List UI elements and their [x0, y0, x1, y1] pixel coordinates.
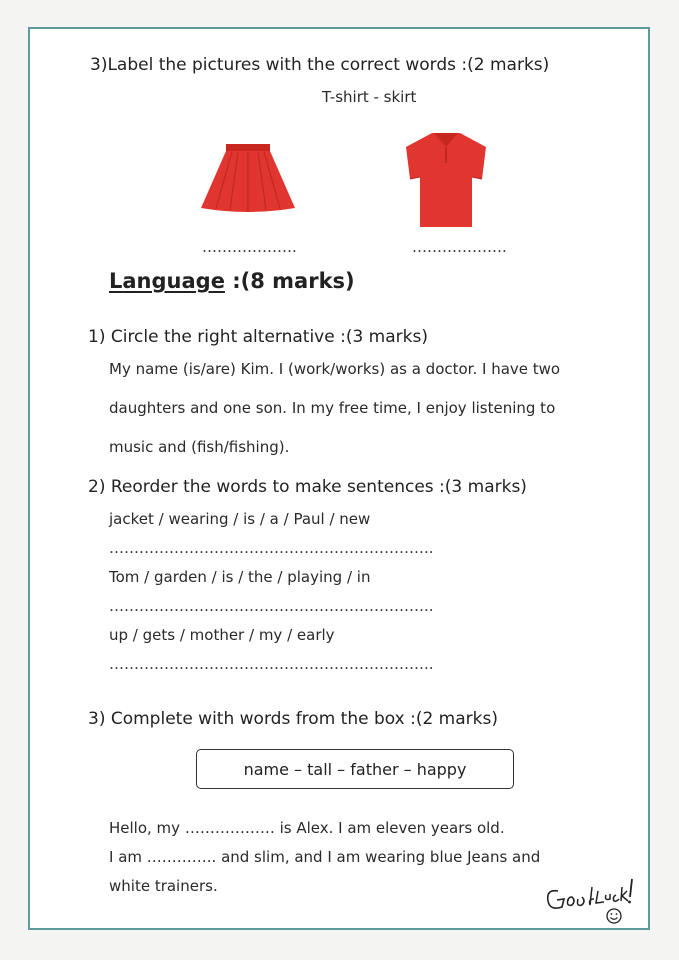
reorder-answer-line[interactable]: ……………………………………………………….. — [109, 655, 434, 673]
circle-text-line: daughters and one son. In my free time, I enjoy listening to — [109, 399, 556, 417]
reorder-item: Tom / garden / is / the / playing / in — [109, 568, 371, 586]
circle-alternative-title: 1) Circle the right alternative :(3 marks) — [88, 327, 428, 347]
label-pictures-title: 3)Label the pictures with the correct words :(2 marks) — [90, 55, 550, 75]
tshirt-answer-blank[interactable]: ………………. — [412, 238, 507, 256]
reorder-title: 2) Reorder the words to make sentences :(3 marks) — [88, 477, 527, 497]
good-luck-signature-icon — [540, 869, 640, 929]
word-box: name – tall – father – happy — [196, 749, 514, 789]
circle-text-line: music and (fish/fishing). — [109, 438, 290, 456]
language-heading — [109, 269, 355, 293]
reorder-item: jacket / wearing / is / a / Paul / new — [109, 510, 371, 528]
complete-text-line[interactable]: Hello, my ……………… is Alex. I am eleven years old. — [109, 819, 505, 837]
tshirt-image — [402, 127, 490, 231]
reorder-answer-line[interactable]: ……………………………………………………….. — [109, 539, 434, 557]
complete-title: 3) Complete with words from the box :(2 marks) — [88, 709, 498, 729]
circle-text-line: My name (is/are) Kim. I (work/works) as a doctor. I have two — [109, 360, 561, 378]
word-bank: T-shirt - skirt — [322, 88, 417, 106]
skirt-answer-blank[interactable]: ………………. — [202, 238, 297, 256]
skirt-image — [198, 142, 298, 214]
page-frame — [28, 27, 650, 930]
language-heading-word: Language — [109, 269, 225, 293]
language-heading-marks: :(8 marks) — [224, 269, 355, 293]
complete-text-line: white trainers. — [109, 877, 218, 895]
reorder-answer-line[interactable]: ……………………………………………………….. — [109, 597, 434, 615]
complete-text-line[interactable]: I am ………….. and slim, and I am wearing blue Jeans and — [109, 848, 541, 866]
reorder-item: up / gets / mother / my / early — [109, 626, 335, 644]
